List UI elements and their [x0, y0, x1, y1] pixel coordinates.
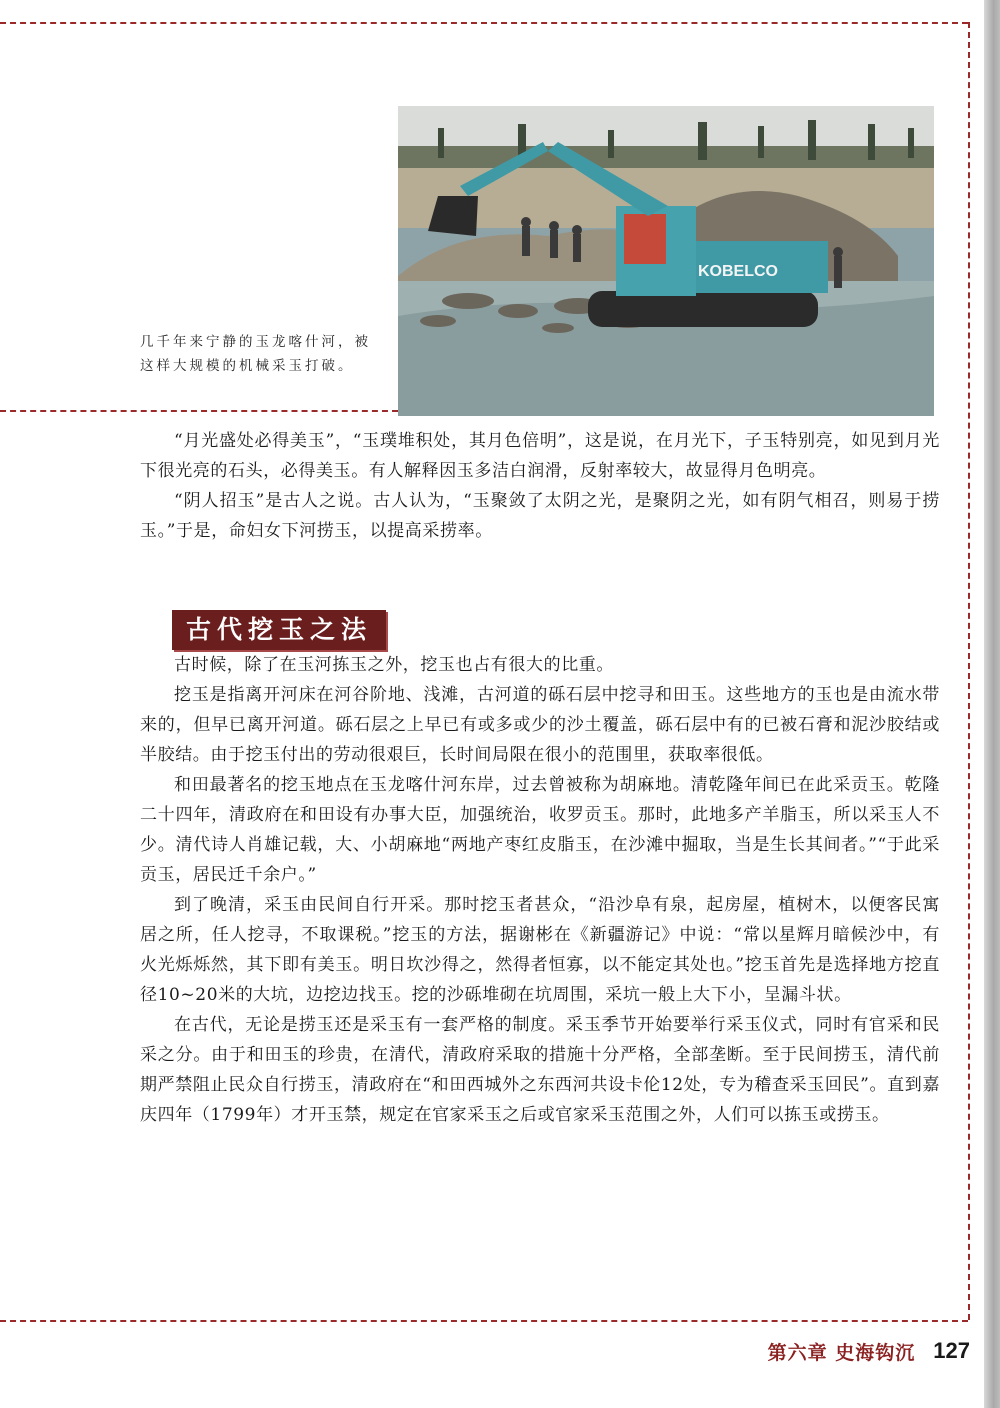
frame-right-border	[968, 22, 970, 1320]
paragraph: 和田最著名的挖玉地点在玉龙喀什河东岸，过去曾被称为胡麻地。清乾隆年间已在此采贡玉。乾隆二十四年，清政府在和田设有办事大臣，加强统治，收罗贡玉。那时，此地多产羊脂玉，所以采玉人不少。清代诗人肖雄记载，大、小胡麻地“两地产枣红皮脂玉，在沙滩中掘取，当是生长其间者。”“于此采贡玉，居民迁千余户。”	[140, 775, 940, 885]
frame-bottom-border	[0, 1320, 968, 1322]
frame-top-border	[0, 22, 968, 24]
paragraph: 古时候，除了在玉河拣玉之外，挖玉也占有很大的比重。	[174, 655, 614, 675]
excavator-brand-mark: KOBELCO	[698, 263, 778, 280]
chapter-title: 第六章 史海钩沉	[767, 1341, 916, 1364]
paragraph: 到了晚清，采玉由民间自行开采。那时挖玉者甚众，“沿沙阜有泉，起房屋，植树木，以便客民寓居之所，任人挖寻，不取课税。”挖玉的方法，据谢彬在《新疆游记》中说：“常以星辉月暗候沙中，有火光烁烁然，其下即有美玉。明日坎沙得之，然得者恒寡，以不能定其处也。”挖玉首先是选择地方挖直径10~20米的大坑，边挖边找玉。挖的沙砾堆砌在坑周围，采坑一般上大下小，呈漏斗状。	[140, 895, 940, 1005]
excavator-photo-icon	[398, 106, 934, 416]
page-footer	[640, 1334, 970, 1368]
page-number: 127	[933, 1338, 970, 1363]
paragraph: 挖玉是指离开河床在河谷阶地、浅滩，古河道的砾石层中挖寻和田玉。这些地方的玉也是由流水带来的，但早已离开河道。砾石层之上早已有或多或少的沙土覆盖，砾石层中有的已被石膏和泥沙胶结或半胶结。由于挖玉付出的劳动很艰巨，长时间局限在很小的范围里，获取率很低。	[140, 685, 940, 765]
section-text	[140, 650, 940, 1130]
section-heading: 古代挖玉之法	[172, 610, 386, 650]
paragraph: “月光盛处必得美玉”，“玉璞堆积处，其月色倍明”，这是说，在月光下，子玉特别亮，如见到月光下很光亮的石头，必得美玉。有人解释因玉多洁白润滑，反射率较大，故显得月色明亮。	[140, 431, 940, 481]
intro-text	[140, 426, 940, 546]
photo-caption: 几千年来宁静的玉龙喀什河，被这样大规模的机械采玉打破。	[140, 334, 371, 374]
excavator-photo	[398, 106, 934, 416]
caption-divider	[0, 410, 398, 412]
page-edge-strip	[984, 0, 1000, 1408]
paragraph: 在古代，无论是捞玉还是采玉有一套严格的制度。采玉季节开始要举行采玉仪式，同时有官采和民采之分。由于和田玉的珍贵，在清代，清政府采取的措施十分严格，全部垄断。至于民间捞玉，清代前期严禁阻止民众自行捞玉，清政府在“和田西城外之东西河共设卡伦12处，专为稽查采玉回民”。直到嘉庆四年（1799年）才开玉禁，规定在官家采玉之后或官家采玉范围之外，人们可以拣玉或捞玉。	[140, 1015, 940, 1125]
paragraph: “阴人招玉”是古人之说。古人认为，“玉聚敛了太阴之光，是聚阴之光，如有阴气相召，则易于捞玉。”于是，命妇女下河捞玉，以提高采捞率。	[140, 491, 940, 541]
